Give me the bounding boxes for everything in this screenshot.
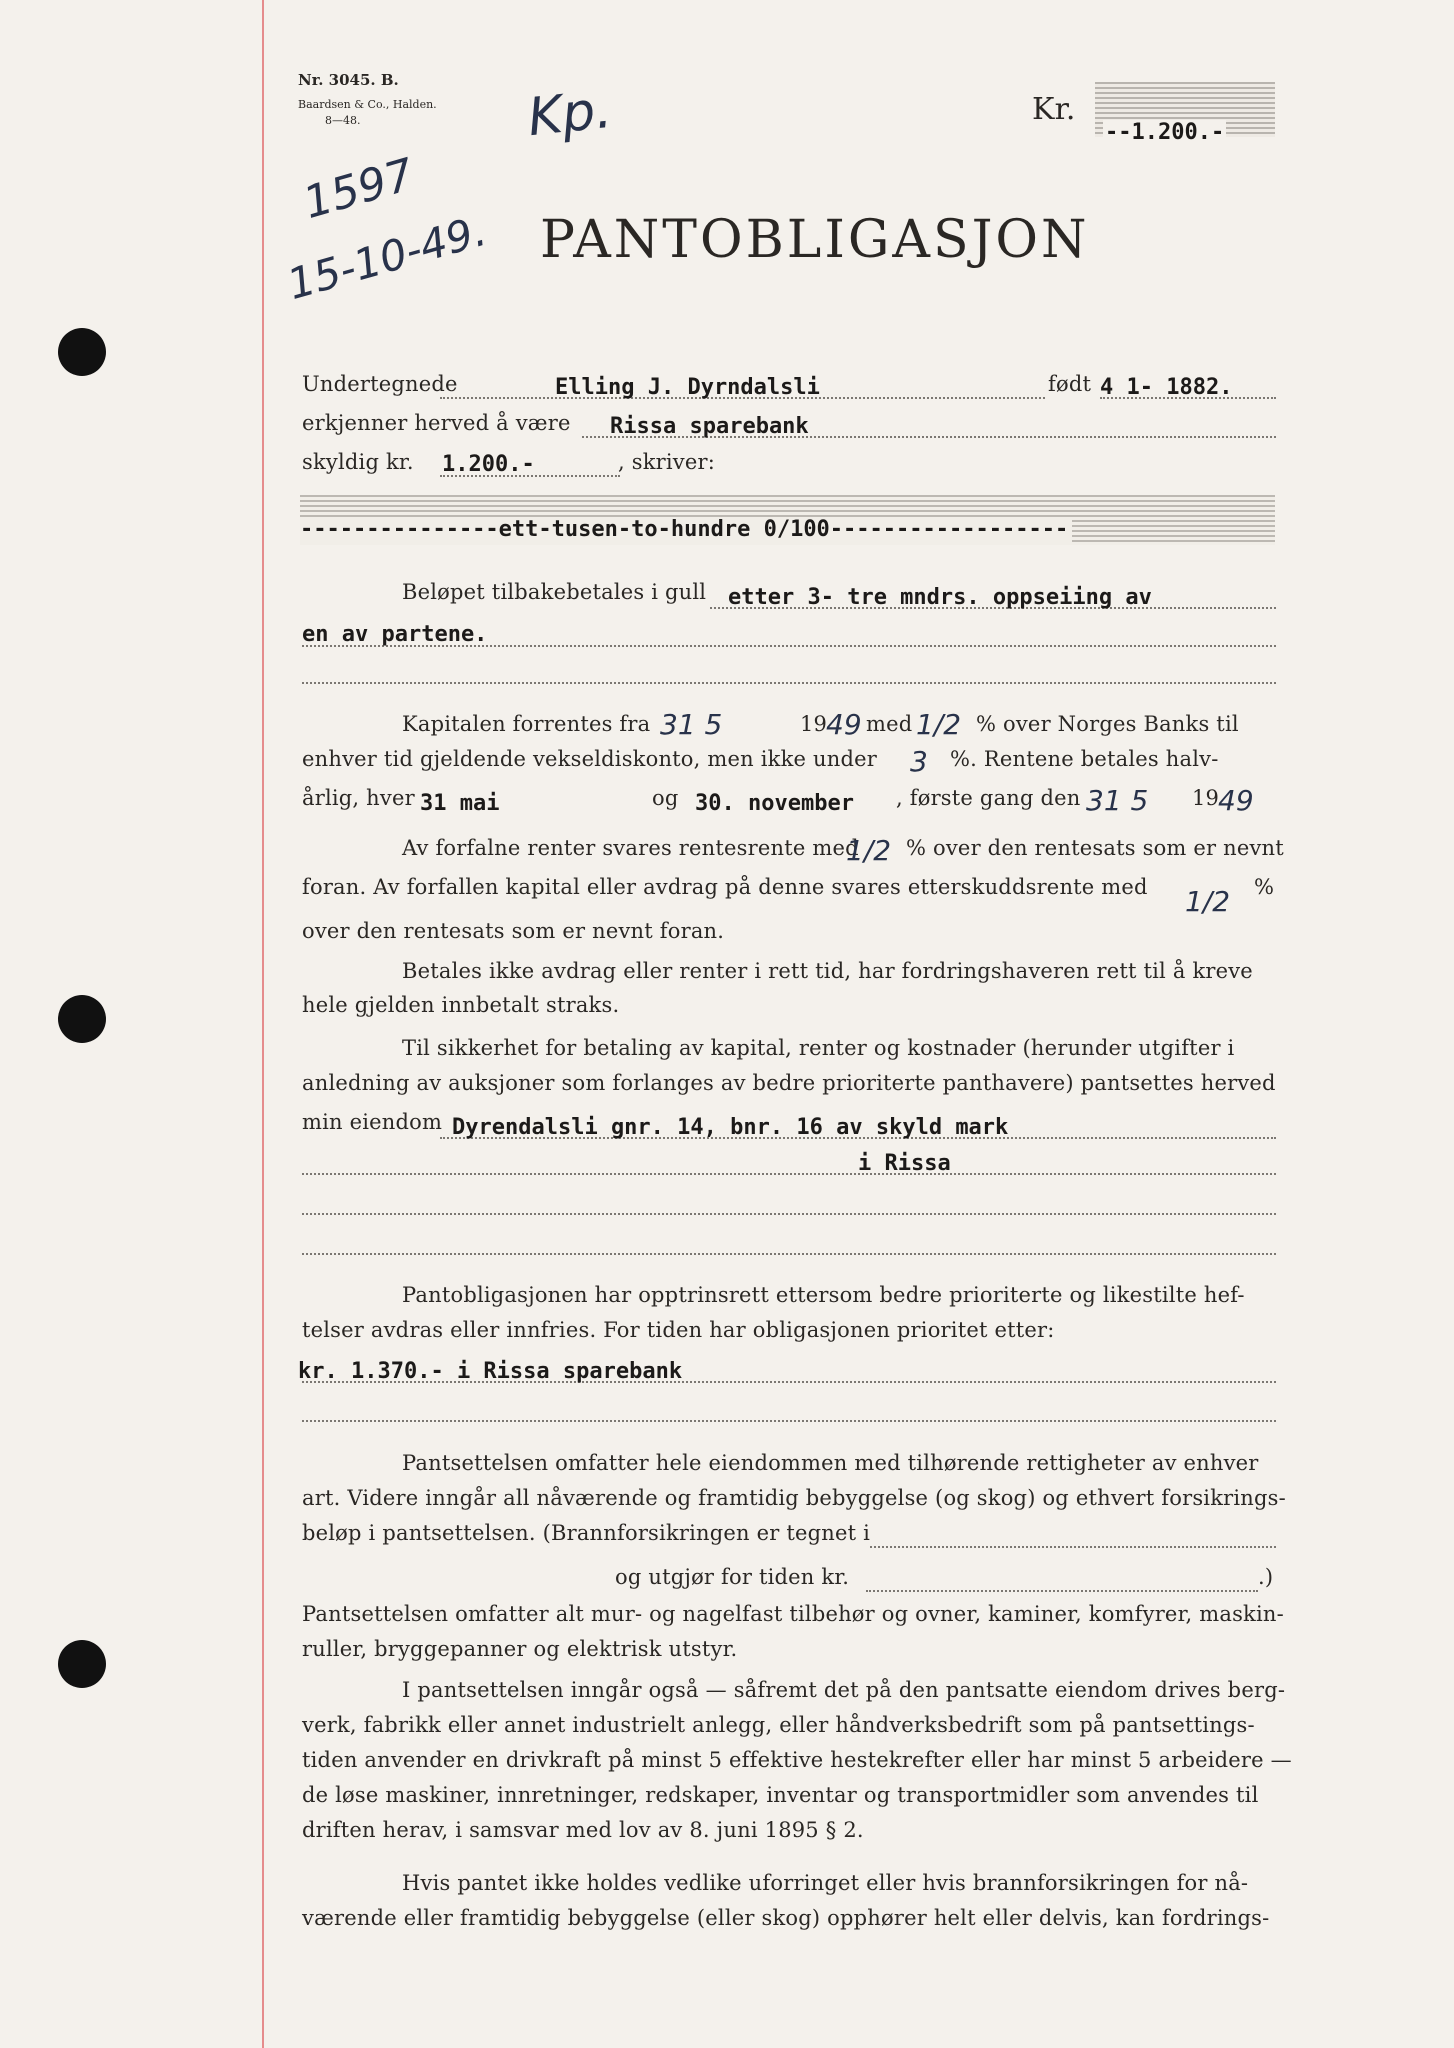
- industry-text: verk, fabrikk eller annet industrielt anlegg, eller håndverksbedrift som på pantsettings-: [302, 1713, 1255, 1737]
- registration-date: 15-10-49.: [282, 205, 492, 310]
- security-text: anledning av auksjoner som forlanges av bedre prioriterte panthavere) pantsettes herved: [302, 1071, 1276, 1095]
- interest-first-date: 31 5: [1086, 784, 1149, 817]
- punch-hole: [58, 1640, 106, 1688]
- scope-text: ruller, bryggepanner og elektrisk utstyr.: [302, 1637, 738, 1661]
- interest-text: over den rentesats som er nevnt foran.: [302, 919, 725, 943]
- interest-over-rate: 1/2: [916, 708, 962, 741]
- amount-in-words-field: [300, 495, 1275, 545]
- punch-hole: [58, 995, 106, 1043]
- scope-text: beløp i pantsettelsen. (Brannforsikringen er tegnet i: [302, 1521, 871, 1545]
- debtor-name: Elling J. Dyrndalsli: [555, 375, 820, 400]
- form-number: Nr. 3045. B.: [298, 71, 399, 89]
- interest-text: %. Rentene betales halv-: [950, 747, 1219, 771]
- interest-text: foran. Av forfallen kapital eller avdrag på denne svares etterskuddsrente med: [302, 875, 1148, 899]
- undersigned-label: Undertegnede: [302, 372, 458, 396]
- interest-date-2: 30. november: [695, 791, 854, 816]
- interest-date-1: 31 mai: [420, 791, 500, 816]
- interest-from-year: 49: [826, 708, 862, 741]
- penalty-rate: 1/2: [846, 834, 892, 867]
- document-title: PANTOBLIGASJON: [540, 210, 1090, 270]
- interest-text: og: [652, 786, 679, 810]
- registration-number: 1597: [298, 149, 420, 230]
- interest-text: %: [1254, 875, 1275, 899]
- amount-in-words: ---------------ett-tusen-to-hundre 0/100------------------: [300, 517, 1072, 542]
- interest-text: Av forfalne renter svares rentesrente med: [402, 836, 859, 860]
- creditor-name: Rissa sparebank: [610, 414, 809, 439]
- priority-text: Pantobligasjonen har opptrinsrett ettersom bedre prioriterte og likestilte hef-: [402, 1283, 1245, 1307]
- industry-text: I pantsettelsen inngår også — såfremt det på den pantsatte eiendom drives berg-: [402, 1678, 1286, 1702]
- acknowledge-label: erkjenner herved å være: [302, 411, 571, 435]
- property-label: min eiendom: [302, 1110, 443, 1134]
- margin-rule: [262, 0, 264, 2048]
- property-location: i Rissa: [858, 1151, 951, 1176]
- security-text: Til sikkerhet for betaling av kapital, renter og kostnader (herunder utgifter i: [402, 1036, 1235, 1060]
- interest-min-rate: 3: [910, 745, 928, 778]
- dotted-line: [302, 682, 1276, 684]
- punch-hole: [58, 328, 106, 376]
- dotted-line: [302, 1173, 1276, 1175]
- interest-text: , første gang den: [896, 786, 1081, 810]
- interest-text: 19: [1192, 786, 1220, 810]
- interest-text: % over den rentesats som er nevnt: [906, 836, 1284, 860]
- scope-text: .): [1258, 1565, 1274, 1589]
- dotted-line: [302, 1253, 1276, 1255]
- dotted-line: [866, 1590, 1258, 1592]
- interest-text: med: [866, 712, 913, 736]
- maintenance-text: værende eller framtidig bebyggelse (eller skog) opphører helt eller delvis, kan fordrings-: [302, 1906, 1270, 1930]
- default-text: hele gjelden innbetalt straks.: [302, 993, 620, 1017]
- interest-text: Kapitalen forrentes fra: [402, 712, 651, 736]
- late-rate: 1/2: [1185, 885, 1231, 918]
- industry-text: tiden anvender en drivkraft på minst 5 effektive hestekrefter eller har minst 5 arbeidere —: [302, 1748, 1292, 1772]
- interest-text: årlig, hver: [302, 786, 415, 810]
- owed-amount: 1.200.-: [442, 452, 535, 477]
- default-text: Betales ikke avdrag eller renter i rett tid, har fordringshaveren rett til å kreve: [402, 959, 1253, 983]
- scope-text: art. Videre inngår all nåværende og framtidig bebyggelse (og skog) og ethvert forsikrings-: [302, 1486, 1286, 1510]
- industry-text: de løse maskiner, innretninger, redskaper, inventar og transportmidler som anvendes til: [302, 1783, 1259, 1807]
- repayment-terms-line2: en av partene.: [302, 622, 488, 647]
- scope-text: og utgjør for tiden kr.: [615, 1565, 850, 1589]
- interest-text: enhver tid gjeldende vekseldiskonto, men ikke under: [302, 747, 877, 771]
- maintenance-text: Hvis pantet ikke holdes vedlike uforringet eller hvis brannforsikringen for nå-: [402, 1871, 1249, 1895]
- printer-name: Baardsen & Co., Halden.: [298, 98, 437, 111]
- born-label: født: [1048, 372, 1092, 396]
- dotted-line: [870, 1546, 1276, 1548]
- interest-first-year: 49: [1218, 784, 1254, 817]
- interest-from-date: 31 5: [660, 708, 723, 741]
- repayment-terms-line1: etter 3- tre mndrs. oppseiing av: [728, 585, 1152, 610]
- scope-text: Pantsettelsen omfatter hele eiendommen med tilhørende rettigheter av enhver: [402, 1451, 1259, 1475]
- repayment-label: Beløpet tilbakebetales i gull: [402, 580, 707, 604]
- dotted-line: [302, 1420, 1276, 1422]
- handwritten-initials: Kp.: [525, 79, 615, 149]
- amount-value: --1.200.-: [1105, 120, 1225, 145]
- dotted-line: [302, 1213, 1276, 1215]
- priority-text: telser avdras eller innfries. For tiden har obligasjonen prioritet etter:: [302, 1318, 1055, 1342]
- owed-label: skyldig kr.: [302, 450, 414, 474]
- interest-text: 19: [800, 712, 828, 736]
- written-label: , skriver:: [618, 450, 716, 474]
- born-date: 4 1- 1882.: [1100, 375, 1233, 400]
- interest-text: % over Norges Banks til: [976, 712, 1239, 736]
- scope-text: Pantsettelsen omfatter alt mur- og nagelfast tilbehør og ovner, kaminer, komfyrer, maskin-: [302, 1602, 1284, 1626]
- print-date: 8—48.: [325, 114, 361, 127]
- industry-text: driften herav, i samsvar med lov av 8. juni 1895 § 2.: [302, 1818, 864, 1842]
- amount-label: Kr.: [1032, 92, 1076, 127]
- prior-claim: kr. 1.370.- i Rissa sparebank: [298, 1359, 683, 1384]
- property-description: Dyrendalsli gnr. 14, bnr. 16 av skyld mark: [452, 1115, 1009, 1140]
- amount-field: [1095, 82, 1275, 145]
